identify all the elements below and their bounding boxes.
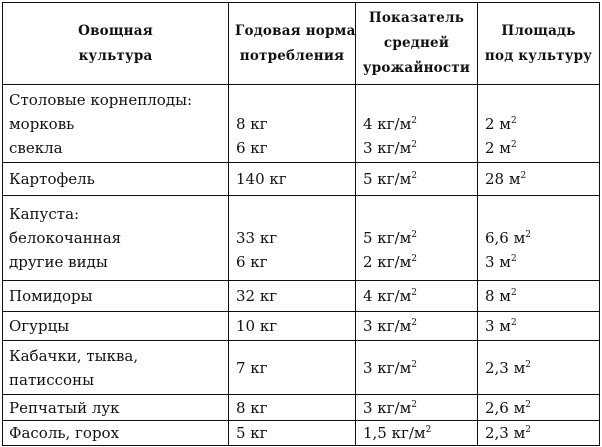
- header-yield: Показатель средней урожайности: [356, 3, 478, 85]
- cell-area: 3 $м^2$: [478, 312, 600, 341]
- cell-area: 2,3 $м^2$: [478, 421, 600, 446]
- cell-area: 2 $м^2$ 2 $м^2$: [478, 85, 600, 163]
- cell-area: 6,6 $м^2$ 3 $м^2$: [478, 196, 600, 281]
- cell-crop: Кабачки, тыква, патиссоны: [3, 341, 229, 395]
- table-row: [3, 421, 600, 446]
- vegetable-area-table: [2, 2, 600, 446]
- table-row: [3, 281, 600, 312]
- cell-crop: Огурцы: [3, 312, 229, 341]
- header-norm: Годовая норма потребления: [229, 3, 356, 85]
- cell-yield: 3 $кг/м^2$: [356, 395, 478, 421]
- cell-crop: Фасоль, горох: [3, 421, 229, 446]
- table-row: [3, 85, 600, 163]
- cell-crop: Репчатый лук: [3, 395, 229, 421]
- cell-crop: Картофель: [3, 163, 229, 196]
- header-crop: Овощная культура: [3, 3, 229, 85]
- header-area: Площадь под культуру: [478, 3, 600, 85]
- cell-crop: Столовые корнеплоды: морковь свекла: [3, 85, 229, 163]
- cell-norm: 7 кг: [229, 341, 356, 395]
- cell-norm: 32 кг: [229, 281, 356, 312]
- table-row: [3, 312, 600, 341]
- cell-yield: 3 $кг/м^2$: [356, 341, 478, 395]
- cell-yield: 5 $кг/м^2$: [356, 163, 478, 196]
- header-row: [3, 3, 600, 85]
- cell-crop: Капуста: белокочанная другие виды: [3, 196, 229, 281]
- table-row: [3, 196, 600, 281]
- cell-norm: 10 кг: [229, 312, 356, 341]
- cell-area: 8 $м^2$: [478, 281, 600, 312]
- table-row: [3, 341, 600, 395]
- cell-yield: 3 $кг/м^2$: [356, 312, 478, 341]
- cell-area: 28 $м^2$: [478, 163, 600, 196]
- cell-norm: 8 кг: [229, 395, 356, 421]
- cell-yield: 4 $кг/м^2$ 3 $кг/м^2$: [356, 85, 478, 163]
- cell-norm: 33 кг 6 кг: [229, 196, 356, 281]
- cell-norm: 8 кг 6 кг: [229, 85, 356, 163]
- table-row: [3, 395, 600, 421]
- cell-area: 2,3 $м^2$: [478, 341, 600, 395]
- cell-norm: 140 кг: [229, 163, 356, 196]
- cell-area: 2,6 $м^2$: [478, 395, 600, 421]
- table-row: [3, 163, 600, 196]
- cell-crop: Помидоры: [3, 281, 229, 312]
- cell-norm: 5 кг: [229, 421, 356, 446]
- cell-yield: 5 $кг/м^2$ 2 $кг/м^2$: [356, 196, 478, 281]
- cell-yield: 4 $кг/м^2$: [356, 281, 478, 312]
- cell-yield: 1,5 $кг/м^2$: [356, 421, 478, 446]
